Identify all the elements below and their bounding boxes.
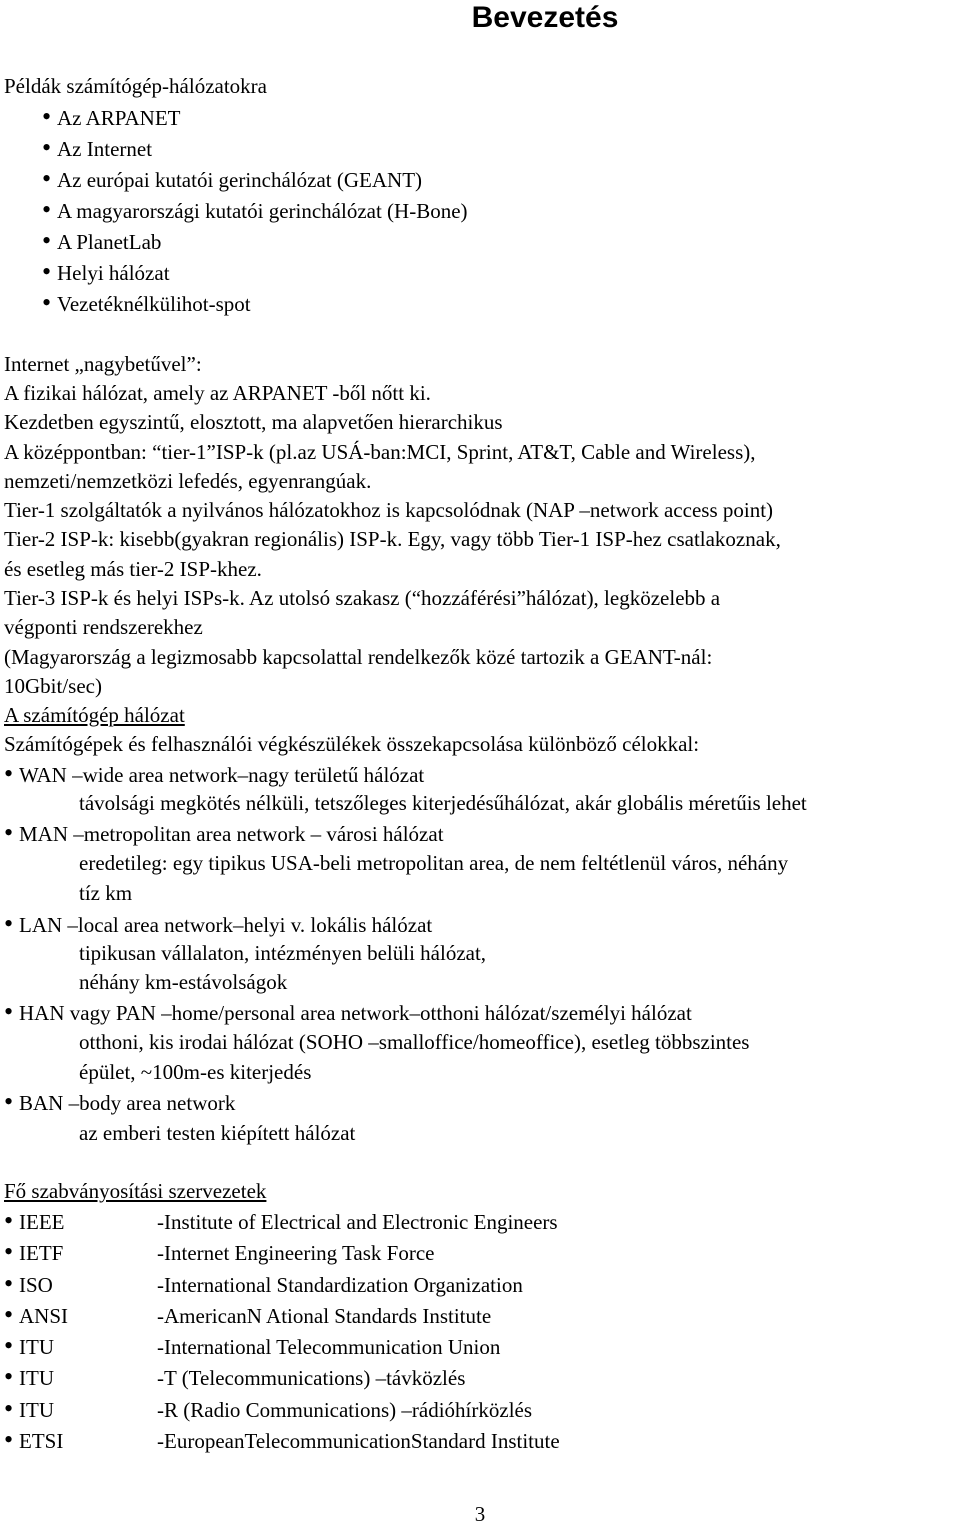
standards-item <box>4 1333 500 1360</box>
network-type-desc: tipikusan vállalaton, intézményen belüli hálózat, <box>79 941 487 965</box>
network-type-han: • HAN vagy PAN –home/personal area network–otthoni hálózat/személyi hálózat <box>4 999 692 1026</box>
standards-abbr: IEEE <box>19 1210 65 1234</box>
internet-line: nemzeti/nemzetközi lefedés, egyenrangúak. <box>4 469 372 493</box>
network-type-wan: • WAN –wide area network–nagy területű hálózat <box>4 761 424 788</box>
internet-line: Kezdetben egyszintű, elosztott, ma alapvetően hierarchikus <box>4 410 503 434</box>
standards-item <box>4 1302 491 1329</box>
network-type-ban: • BAN –body area network <box>4 1089 235 1116</box>
internet-line: A középpontban: “tier-1”ISP-k (pl.az USÁ-ban:MCI, Sprint, AT&T, Cable and Wireless), <box>4 440 756 464</box>
standards-item <box>4 1271 523 1298</box>
example-item: • Helyi hálózat <box>42 259 170 286</box>
network-type-man: • MAN –metropolitan area network – városi hálózat <box>4 820 444 847</box>
internet-line: A fizikai hálózat, amely az ARPANET -ből nőtt ki. <box>4 381 431 405</box>
network-type-desc: otthoni, kis irodai hálózat (SOHO –smalloffice/homeoffice), esetleg többszintes <box>79 1030 750 1054</box>
network-intro: Számítógépek és felhasználói végkészülékek összekapcsolása különböző célokkal: <box>4 732 700 756</box>
example-item: • A magyarországi kutatói gerinchálózat (H-Bone) <box>42 197 468 224</box>
standards-abbr: ETSI <box>19 1429 64 1453</box>
examples-heading: Példák számítógép-hálózatokra <box>4 74 267 98</box>
page-number: 3 <box>474 1502 486 1526</box>
standards-name: -Institute of Electrical and Electronic Engineers <box>157 1210 558 1234</box>
example-item: • Az ARPANET <box>42 104 181 131</box>
standards-item <box>4 1427 560 1454</box>
network-type-desc: eredetileg: egy tipikus USA-beli metropolitan area, de nem feltétlenül város, néhány <box>79 851 789 875</box>
standards-heading: Fő szabványosítási szervezetek <box>4 1179 267 1203</box>
standards-name: -T (Telecommunications) –távközlés <box>157 1366 466 1390</box>
standards-name: -AmericanN Ational Standards Institute <box>157 1304 492 1328</box>
internet-line: Internet „nagybetűvel”: <box>4 352 202 376</box>
standards-abbr: ITU <box>19 1366 54 1390</box>
internet-line: és esetleg más tier-2 ISP-khez. <box>4 557 262 581</box>
example-item: • Az Internet <box>42 135 152 162</box>
example-item: • Az európai kutatói gerinchálózat (GEANT) <box>42 166 422 193</box>
standards-item <box>4 1396 532 1423</box>
standards-name: -International Standardization Organization <box>157 1273 523 1297</box>
internet-line: végponti rendszerekhez <box>4 615 203 639</box>
network-type-desc: épület, ~100m-es kiterjedés <box>79 1060 312 1084</box>
standards-abbr: ITU <box>19 1398 54 1422</box>
internet-line: 10Gbit/sec) <box>4 674 102 698</box>
standards-abbr: IETF <box>19 1241 64 1265</box>
internet-line: Tier-1 szolgáltatók a nyilvános hálózatokhoz is kapcsolódnak (NAP –network access point) <box>4 498 774 522</box>
standards-abbr: ANSI <box>19 1304 69 1328</box>
network-type-desc: az emberi testen kiépített hálózat <box>79 1121 356 1145</box>
standards-item <box>4 1364 465 1391</box>
network-type-desc: távolsági megkötés nélküli, tetszőleges kiterjedésűhálózat, akár globális méretűis lehet <box>79 791 807 815</box>
network-type-lan: • LAN –local area network–helyi v. lokális hálózat <box>4 911 432 938</box>
standards-name: -Internet Engineering Task Force <box>157 1241 435 1265</box>
page-title: Bevezetés <box>471 1 619 34</box>
network-type-desc: néhány km-estávolságok <box>79 970 288 994</box>
standards-abbr: ISO <box>19 1273 53 1297</box>
internet-line: Tier-3 ISP-k és helyi ISPs-k. Az utolsó szakasz (“hozzáférési”hálózat), legközelebb a <box>4 586 721 610</box>
network-type-desc: tíz km <box>79 881 133 905</box>
standards-item <box>4 1208 558 1235</box>
internet-line: Tier-2 ISP-k: kisebb(gyakran regionális) ISP-k. Egy, vagy több Tier-1 ISP-hez csatlakoznak, <box>4 527 781 551</box>
standards-abbr: ITU <box>19 1335 54 1359</box>
internet-line: (Magyarország a legizmosabb kapcsolattal rendelkezők közé tartozik a GEANT-nál: <box>4 645 713 669</box>
example-item: • A PlanetLab <box>42 228 161 255</box>
standards-item <box>4 1239 434 1266</box>
network-heading: A számítógép hálózat <box>4 703 185 727</box>
standards-name: -R (Radio Communications) –rádióhírközlés <box>157 1398 533 1422</box>
standards-name: -EuropeanTelecommunicationStandard Institute <box>157 1429 560 1453</box>
standards-name: -International Telecommunication Union <box>157 1335 501 1359</box>
example-item: • Vezetéknélkülihot-spot <box>42 290 251 317</box>
